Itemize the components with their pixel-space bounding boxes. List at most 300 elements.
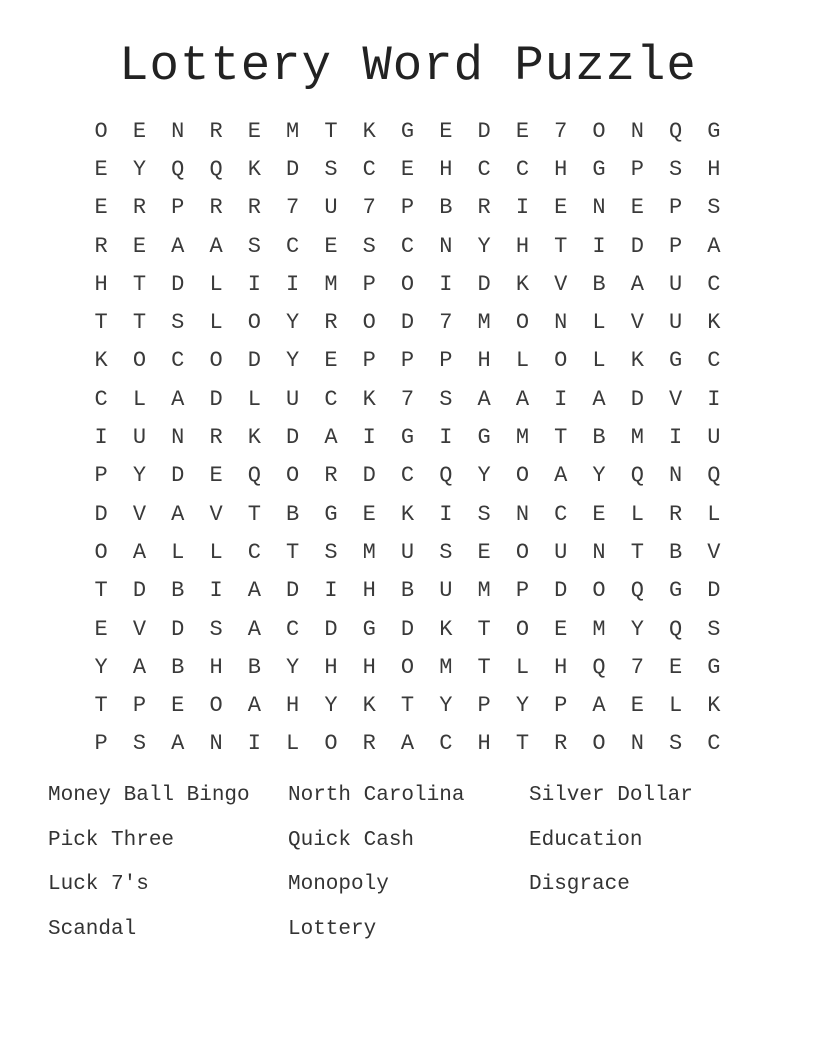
grid-letter: E [630, 693, 644, 719]
grid-letter: E [171, 693, 185, 719]
grid-letter: P [362, 348, 376, 374]
grid-letter: G [707, 118, 721, 144]
grid-letter: D [247, 348, 261, 374]
grid-letter: M [362, 539, 376, 565]
grid-letter: A [171, 386, 185, 412]
grid-letter: H [477, 348, 491, 374]
grid-letter: Q [669, 616, 683, 642]
grid-letter: T [94, 578, 108, 604]
grid-letter: P [477, 693, 491, 719]
grid-letter: O [592, 118, 606, 144]
grid-letter: N [515, 501, 530, 527]
grid-letter: H [515, 233, 530, 259]
grid-letter: V [554, 271, 568, 297]
grid-letter: U [324, 195, 338, 221]
grid-letter: A [400, 731, 415, 757]
grid-letter: T [477, 654, 491, 680]
grid-letter: H [439, 156, 453, 182]
grid-letter: K [247, 425, 261, 451]
grid-letter: D [286, 156, 300, 182]
grid-letter: L [707, 501, 721, 527]
grid-letter: L [171, 539, 185, 565]
grid-letter: H [554, 654, 568, 680]
grid-letter: S [439, 539, 453, 565]
grid-letter: G [669, 578, 683, 604]
grid-letter: P [439, 348, 453, 374]
grid-letter: K [94, 348, 108, 374]
grid-letter: R [554, 731, 568, 757]
grid-letter: S [707, 195, 721, 221]
grid-letter: E [247, 118, 261, 144]
word-list-item: Education [529, 828, 643, 852]
grid-letter: S [362, 233, 376, 259]
grid-letter: Y [477, 233, 491, 259]
word-list-item: Money Ball Bingo [48, 784, 250, 807]
grid-letter: Q [439, 463, 453, 489]
grid-letter: T [132, 271, 147, 297]
grid-letter: O [554, 348, 568, 374]
grid-letter: L [592, 348, 606, 374]
grid-letter: I [439, 271, 453, 297]
grid-letter: I [94, 425, 108, 451]
grid-letter: R [477, 195, 491, 221]
grid-letter: C [94, 386, 108, 412]
grid-letter: R [362, 731, 376, 757]
grid-letter: A [707, 233, 721, 259]
grid-letter: Y [132, 463, 147, 489]
grid-letter: P [94, 463, 108, 489]
grid-letter: A [477, 386, 491, 412]
grid-letter: C [707, 271, 721, 297]
grid-letter: T [132, 310, 147, 336]
grid-letter: B [669, 539, 683, 565]
grid-letter: P [94, 731, 108, 757]
grid-letter: H [94, 271, 108, 297]
grid-letter: P [630, 156, 644, 182]
grid-letter: M [477, 578, 491, 604]
grid-letter: C [171, 348, 185, 374]
grid-letter: A [515, 386, 530, 412]
grid-letter: O [515, 616, 530, 642]
grid-letter: O [515, 539, 530, 565]
grid-letter: G [592, 156, 606, 182]
grid-letter: Q [669, 118, 683, 144]
grid-letter: U [669, 271, 683, 297]
grid-letter: A [171, 731, 185, 757]
grid-letter: D [400, 616, 415, 642]
grid-letter: E [515, 118, 530, 144]
grid-letter: U [400, 539, 415, 565]
grid-letter: H [324, 654, 338, 680]
word-list-item: Quick Cash [288, 828, 415, 852]
grid-letter: E [554, 195, 568, 221]
grid-letter: O [247, 310, 261, 336]
grid-letter: B [592, 271, 606, 297]
grid-letter: D [94, 501, 108, 527]
grid-letter: T [477, 616, 491, 642]
grid-letter: M [439, 654, 453, 680]
grid-letter: N [592, 539, 606, 565]
word-list-item: Disgrace [529, 873, 630, 897]
grid-letter: I [362, 425, 376, 451]
grid-letter: P [669, 195, 683, 221]
grid-letter: C [286, 233, 300, 259]
grid-letter: L [592, 310, 606, 336]
grid-letter: U [669, 310, 683, 336]
page-title: Lottery Word Puzzle [119, 38, 697, 94]
grid-letter: R [209, 118, 223, 144]
grid-letter: L [209, 539, 223, 565]
grid-letter: E [94, 616, 108, 642]
grid-letter: D [362, 463, 376, 489]
grid-letter: P [362, 271, 376, 297]
grid-letter: M [630, 425, 644, 451]
grid-letter: C [554, 501, 568, 527]
grid-letter: V [132, 501, 147, 527]
grid-letter: D [171, 271, 185, 297]
grid-letter: R [324, 310, 338, 336]
grid-letter: P [400, 195, 415, 221]
grid-letter: O [209, 348, 223, 374]
grid-letter: U [132, 425, 147, 451]
grid-letter: Q [209, 156, 223, 182]
grid-letter: S [439, 386, 453, 412]
grid-letter: S [477, 501, 491, 527]
grid-letter: K [707, 693, 721, 719]
grid-letter: I [515, 195, 530, 221]
grid-letter: H [707, 156, 721, 182]
grid-letter: O [362, 310, 376, 336]
grid-letter: H [362, 578, 376, 604]
grid-letter: R [247, 195, 261, 221]
grid-letter: O [515, 310, 530, 336]
grid-letter: O [324, 731, 338, 757]
grid-letter: Q [630, 578, 644, 604]
grid-letter: A [132, 654, 147, 680]
grid-letter: V [707, 539, 721, 565]
grid-letter: A [171, 233, 185, 259]
grid-letter: P [669, 233, 683, 259]
grid-letter: E [400, 156, 415, 182]
grid-letter: L [247, 386, 261, 412]
grid-letter: L [515, 348, 530, 374]
grid-letter: O [132, 348, 147, 374]
grid-letter: G [362, 616, 376, 642]
grid-letter: U [707, 425, 721, 451]
grid-letter: U [286, 386, 300, 412]
grid-letter: A [554, 463, 568, 489]
grid-letter: E [94, 195, 108, 221]
grid-letter: D [286, 578, 300, 604]
grid-letter: N [439, 233, 453, 259]
grid-letter: R [209, 195, 223, 221]
grid-letter: Y [324, 693, 338, 719]
grid-letter: L [630, 501, 644, 527]
grid-letter: R [669, 501, 683, 527]
grid-letter: Q [171, 156, 185, 182]
grid-letter: B [247, 654, 261, 680]
grid-letter: E [132, 233, 147, 259]
grid-letter: S [669, 731, 683, 757]
grid-letter: 7 [286, 195, 300, 221]
grid-letter: Q [630, 463, 644, 489]
grid-letter: M [324, 271, 338, 297]
grid-letter: P [554, 693, 568, 719]
grid-letter: P [171, 195, 185, 221]
letter-grid [82, 112, 733, 763]
grid-letter: C [477, 156, 491, 182]
grid-letter: A [247, 616, 261, 642]
grid-letter: I [286, 271, 300, 297]
grid-letter: L [286, 731, 300, 757]
grid-letter: A [171, 501, 185, 527]
grid-letter: T [94, 693, 108, 719]
grid-letter: E [209, 463, 223, 489]
grid-letter: A [630, 271, 644, 297]
grid-letter: A [132, 539, 147, 565]
grid-letter: S [132, 731, 147, 757]
grid-letter: G [477, 425, 491, 451]
grid-letter: T [324, 118, 338, 144]
grid-letter: E [669, 654, 683, 680]
grid-letter: Y [94, 654, 108, 680]
grid-letter: A [209, 233, 223, 259]
grid-letter: L [209, 310, 223, 336]
grid-letter: H [209, 654, 223, 680]
grid-letter: S [324, 539, 338, 565]
grid-letter: O [209, 693, 223, 719]
grid-letter: T [400, 693, 415, 719]
grid-letter: D [286, 425, 300, 451]
grid-letter: R [132, 195, 147, 221]
grid-letter: B [171, 578, 185, 604]
grid-letter: D [171, 463, 185, 489]
word-list-item: Luck 7's [48, 873, 149, 897]
grid-letter: H [362, 654, 376, 680]
grid-letter: N [592, 195, 606, 221]
grid-letter: V [132, 616, 147, 642]
grid-letter: A [247, 578, 261, 604]
grid-letter: T [515, 731, 530, 757]
grid-letter: E [94, 156, 108, 182]
grid-letter: E [630, 195, 644, 221]
grid-letter: C [707, 348, 721, 374]
grid-letter: M [515, 425, 530, 451]
grid-letter: E [477, 539, 491, 565]
grid-letter: P [132, 693, 147, 719]
grid-letter: A [592, 693, 606, 719]
grid-letter: S [171, 310, 185, 336]
grid-letter: C [362, 156, 376, 182]
grid-letter: P [400, 348, 415, 374]
grid-letter: D [707, 578, 721, 604]
grid-letter: D [477, 271, 491, 297]
grid-letter: N [171, 425, 185, 451]
grid-letter: O [592, 731, 606, 757]
grid-letter: E [362, 501, 376, 527]
grid-letter: D [132, 578, 147, 604]
grid-letter: N [209, 731, 223, 757]
grid-letter: K [362, 693, 376, 719]
grid-letter: C [515, 156, 530, 182]
grid-letter: K [707, 310, 721, 336]
grid-letter: R [94, 233, 108, 259]
grid-letter: C [400, 463, 415, 489]
grid-letter: Y [439, 693, 453, 719]
grid-letter: D [400, 310, 415, 336]
word-list-item: North Carolina [288, 784, 465, 807]
grid-letter: I [247, 731, 261, 757]
grid-letter: O [94, 539, 108, 565]
grid-letter: I [707, 386, 721, 412]
grid-letter: Y [592, 463, 606, 489]
grid-letter: I [247, 271, 261, 297]
word-list-item: Lottery [288, 918, 377, 942]
grid-letter: I [554, 386, 568, 412]
grid-letter: U [554, 539, 568, 565]
grid-letter: Q [707, 463, 721, 489]
grid-letter: N [630, 731, 644, 757]
grid-letter: P [515, 578, 530, 604]
grid-letter: S [669, 156, 683, 182]
grid-letter: N [171, 118, 185, 144]
grid-letter: O [515, 463, 530, 489]
grid-letter: I [592, 233, 606, 259]
word-list-item: Pick Three [48, 828, 175, 852]
grid-letter: O [286, 463, 300, 489]
grid-letter: B [171, 654, 185, 680]
grid-letter: C [439, 731, 453, 757]
grid-letter: A [324, 425, 338, 451]
grid-letter: C [286, 616, 300, 642]
grid-letter: K [362, 386, 376, 412]
grid-letter: C [324, 386, 338, 412]
grid-letter: B [439, 195, 453, 221]
grid-letter: H [286, 693, 300, 719]
grid-letter: R [324, 463, 338, 489]
grid-letter: G [669, 348, 683, 374]
grid-letter: T [554, 425, 568, 451]
grid-letter: S [324, 156, 338, 182]
grid-letter: M [286, 118, 300, 144]
grid-letter: N [669, 463, 683, 489]
grid-letter: Q [592, 654, 606, 680]
grid-letter: E [324, 233, 338, 259]
grid-letter: Q [247, 463, 261, 489]
grid-letter: V [630, 310, 644, 336]
grid-letter: D [630, 233, 644, 259]
grid-letter: O [400, 271, 415, 297]
grid-letter: I [439, 501, 453, 527]
grid-letter: K [247, 156, 261, 182]
grid-letter: B [400, 578, 415, 604]
grid-letter: C [707, 731, 721, 757]
grid-letter: T [94, 310, 108, 336]
grid-letter: K [630, 348, 644, 374]
grid-letter: K [400, 501, 415, 527]
grid-letter: E [324, 348, 338, 374]
grid-letter: I [209, 578, 223, 604]
grid-letter: E [592, 501, 606, 527]
grid-letter: A [592, 386, 606, 412]
grid-letter: G [400, 118, 415, 144]
grid-letter: K [515, 271, 530, 297]
word-list-item: Monopoly [288, 873, 389, 897]
grid-letter: D [630, 386, 644, 412]
grid-letter: I [439, 425, 453, 451]
grid-letter: V [209, 501, 223, 527]
word-list-item: Silver Dollar [529, 784, 693, 807]
grid-letter: N [554, 310, 568, 336]
grid-letter: 7 [439, 310, 453, 336]
grid-letter: E [439, 118, 453, 144]
grid-letter: C [247, 539, 261, 565]
grid-letter: H [554, 156, 568, 182]
grid-letter: Y [286, 654, 300, 680]
grid-letter: T [630, 539, 644, 565]
grid-letter: S [247, 233, 261, 259]
grid-letter: T [247, 501, 261, 527]
grid-letter: Y [286, 310, 300, 336]
grid-letter: N [630, 118, 644, 144]
grid-letter: G [707, 654, 721, 680]
word-list-item: Scandal [48, 918, 137, 942]
grid-letter: Y [286, 348, 300, 374]
grid-letter: L [515, 654, 530, 680]
grid-letter: C [400, 233, 415, 259]
grid-letter: I [324, 578, 338, 604]
grid-letter: L [669, 693, 683, 719]
grid-letter: O [592, 578, 606, 604]
grid-letter: 7 [630, 654, 644, 680]
grid-letter: G [400, 425, 415, 451]
grid-letter: I [669, 425, 683, 451]
grid-letter: O [94, 118, 108, 144]
grid-letter: 7 [400, 386, 415, 412]
grid-letter: L [132, 386, 147, 412]
grid-letter: O [400, 654, 415, 680]
grid-letter: Y [515, 693, 530, 719]
grid-letter: G [324, 501, 338, 527]
grid-letter: Y [630, 616, 644, 642]
word-list [48, 776, 769, 955]
grid-letter: 7 [362, 195, 376, 221]
grid-letter: S [209, 616, 223, 642]
grid-letter: K [439, 616, 453, 642]
grid-letter: E [554, 616, 568, 642]
grid-letter: D [324, 616, 338, 642]
grid-letter: D [171, 616, 185, 642]
grid-letter: S [707, 616, 721, 642]
grid-letter: Y [477, 463, 491, 489]
grid-letter: R [209, 425, 223, 451]
grid-letter: V [669, 386, 683, 412]
grid-letter: Y [132, 156, 147, 182]
grid-letter: D [477, 118, 491, 144]
grid-letter: B [592, 425, 606, 451]
grid-letter: L [209, 271, 223, 297]
grid-letter: D [554, 578, 568, 604]
grid-letter: K [362, 118, 376, 144]
grid-letter: H [477, 731, 491, 757]
grid-letter: E [132, 118, 147, 144]
grid-letter: M [477, 310, 491, 336]
grid-letter: B [286, 501, 300, 527]
grid-letter: 7 [554, 118, 568, 144]
grid-letter: A [247, 693, 261, 719]
grid-letter: D [209, 386, 223, 412]
grid-letter: T [554, 233, 568, 259]
